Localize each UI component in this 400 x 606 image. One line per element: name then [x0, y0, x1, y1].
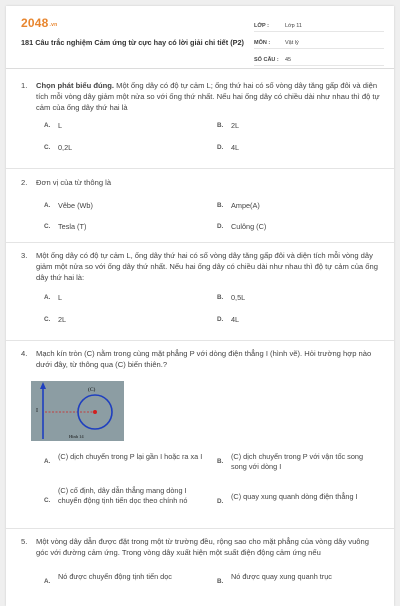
option-letter: D. — [217, 316, 224, 323]
label-c: (C) — [88, 387, 96, 393]
option-text: 4L — [231, 315, 240, 324]
logo-suffix: .vn — [49, 22, 58, 28]
question-emphasis: Chọn phát biểu đúng. — [36, 81, 115, 90]
site-logo[interactable] — [21, 16, 57, 30]
meta-value: Lớp 11 — [285, 23, 302, 29]
option-b[interactable] — [217, 121, 239, 131]
meta-row-subject — [254, 34, 384, 49]
question-text: Đơn vị của từ thông là — [36, 178, 112, 187]
question-5 — [21, 536, 383, 594]
option-b[interactable] — [217, 572, 367, 587]
question-2 — [21, 177, 383, 238]
option-b[interactable] — [217, 452, 367, 472]
option-text: L — [58, 121, 63, 130]
question-number: 4. — [21, 349, 28, 358]
question-1 — [21, 80, 383, 163]
meta-row-count — [254, 51, 384, 66]
option-letter: A. — [44, 294, 51, 301]
question-text — [36, 80, 383, 113]
option-text: 0,2L — [58, 143, 73, 152]
question-number: 5. — [21, 537, 28, 546]
option-text: (C) cố định, dây dẫn thẳng mang dòng I chuyển động tịnh tiến dọc theo chính nó — [58, 486, 188, 505]
option-d[interactable] — [217, 222, 266, 232]
option-letter: B. — [217, 122, 224, 129]
question-text-rest: Một ống dây có độ tự cảm L; ống thứ hai có số vòng dây tăng gấp đôi và diện tích mỗi vòng dây giảm một nửa so với ống thứ nhất. Nếu hai ống dây có chiều dài như nhau thì độ tự cảm của ống dây thứ hai là — [36, 81, 380, 112]
document-title: 181 Câu trắc nghiệm Cảm ứng từ cực hay có lời giải chi tiết (P2) — [21, 38, 244, 47]
option-c[interactable] — [44, 143, 72, 153]
option-b[interactable] — [217, 201, 260, 211]
option-letter: B. — [217, 202, 224, 209]
option-text: 2L — [231, 121, 240, 130]
option-text: (C) quay xung quanh dòng điện thẳng I — [231, 492, 358, 501]
option-text: (C) dịch chuyển trong P với vận tốc song song với dòng I — [231, 452, 364, 471]
option-b[interactable] — [217, 293, 245, 303]
meta-key: SỐ CÂU : — [254, 57, 279, 63]
question-3 — [21, 250, 383, 333]
figure-hinh-14 — [31, 381, 124, 441]
question-number: 2. — [21, 178, 28, 187]
divider — [6, 242, 394, 243]
option-c[interactable] — [44, 486, 204, 506]
option-a[interactable] — [44, 121, 62, 131]
option-letter: C. — [44, 497, 51, 504]
option-letter: D. — [217, 144, 224, 151]
current-arrow-icon — [40, 382, 46, 389]
option-text: 0,5L — [231, 293, 246, 302]
meta-key: MÔN : — [254, 40, 271, 46]
option-letter: B. — [217, 458, 224, 465]
question-text: Một ống dây có độ tự cảm L, ống dây thứ hai có số vòng dây tăng gấp đôi và diện tích mỗi vòng dây giảm một nửa so với ống dây thứ nhất. Nếu hai ống dây có chiều dài như nhau thì độ tự cảm của ống dây thứ hai là: — [36, 251, 378, 282]
option-letter: A. — [44, 458, 51, 465]
option-text: Nó được quay xung quanh trục — [231, 572, 332, 581]
option-d[interactable] — [217, 315, 239, 325]
option-text: (C) dịch chuyển trong P lại gần I hoặc ra xa I — [58, 452, 203, 461]
option-a[interactable] — [44, 293, 62, 303]
loop-center-dot — [93, 410, 97, 414]
option-letter: D. — [217, 223, 224, 230]
question-4 — [21, 348, 383, 370]
option-text: 4L — [231, 143, 240, 152]
logo-text: 2048 — [21, 16, 49, 30]
option-text: Tesla (T) — [58, 222, 87, 231]
option-letter: C. — [44, 223, 51, 230]
question-4-options — [21, 448, 383, 526]
option-d[interactable] — [217, 143, 239, 153]
divider — [6, 528, 394, 529]
option-letter: C. — [44, 316, 51, 323]
question-number: 3. — [21, 251, 28, 260]
meta-key: LỚP : — [254, 23, 269, 29]
meta-row-class — [254, 17, 384, 32]
option-text: L — [58, 293, 63, 302]
document-meta — [254, 17, 384, 68]
circuit-diagram — [31, 381, 124, 441]
option-a[interactable] — [44, 452, 204, 467]
option-text: Vêbe (Wb) — [58, 201, 93, 210]
option-letter: A. — [44, 122, 51, 129]
label-i: I — [36, 408, 38, 414]
divider — [6, 340, 394, 341]
option-a[interactable] — [44, 201, 93, 211]
meta-value: Vật lý — [285, 40, 299, 46]
divider — [6, 168, 394, 169]
option-text: Culông (C) — [231, 222, 267, 231]
option-letter: B. — [217, 578, 224, 585]
option-c[interactable] — [44, 315, 66, 325]
option-text: Nó được chuyển động tịnh tiến dọc — [58, 572, 172, 581]
question-text: Mạch kín tròn (C) nằm trong cùng mặt phẳng P với dòng điện thẳng I (hình vẽ). Hỏi trường hợp nào dưới đây, từ thông qua (C) biến thiên.? — [36, 349, 372, 369]
option-letter: C. — [44, 144, 51, 151]
option-letter: A. — [44, 202, 51, 209]
option-letter: A. — [44, 578, 51, 585]
option-text: Ampe(A) — [231, 201, 260, 210]
option-text: 2L — [58, 315, 67, 324]
figure-caption: Hình 14 — [69, 434, 84, 439]
document-sheet — [6, 6, 394, 606]
option-letter: D. — [217, 498, 224, 505]
option-c[interactable] — [44, 222, 86, 232]
question-number: 1. — [21, 81, 28, 90]
option-a[interactable] — [44, 572, 204, 587]
option-d[interactable] — [217, 492, 367, 507]
document-header — [6, 6, 394, 69]
meta-value: 45 — [285, 57, 292, 63]
option-letter: B. — [217, 294, 224, 301]
question-text: Một vòng dây dẫn được đặt trong một từ trường đều, rộng sao cho mặt phẳng của vòng dây vuông góc với đường cảm ứng. Trong vòng dây xuất hiện một suất điện động cảm ứng nếu — [36, 537, 369, 557]
